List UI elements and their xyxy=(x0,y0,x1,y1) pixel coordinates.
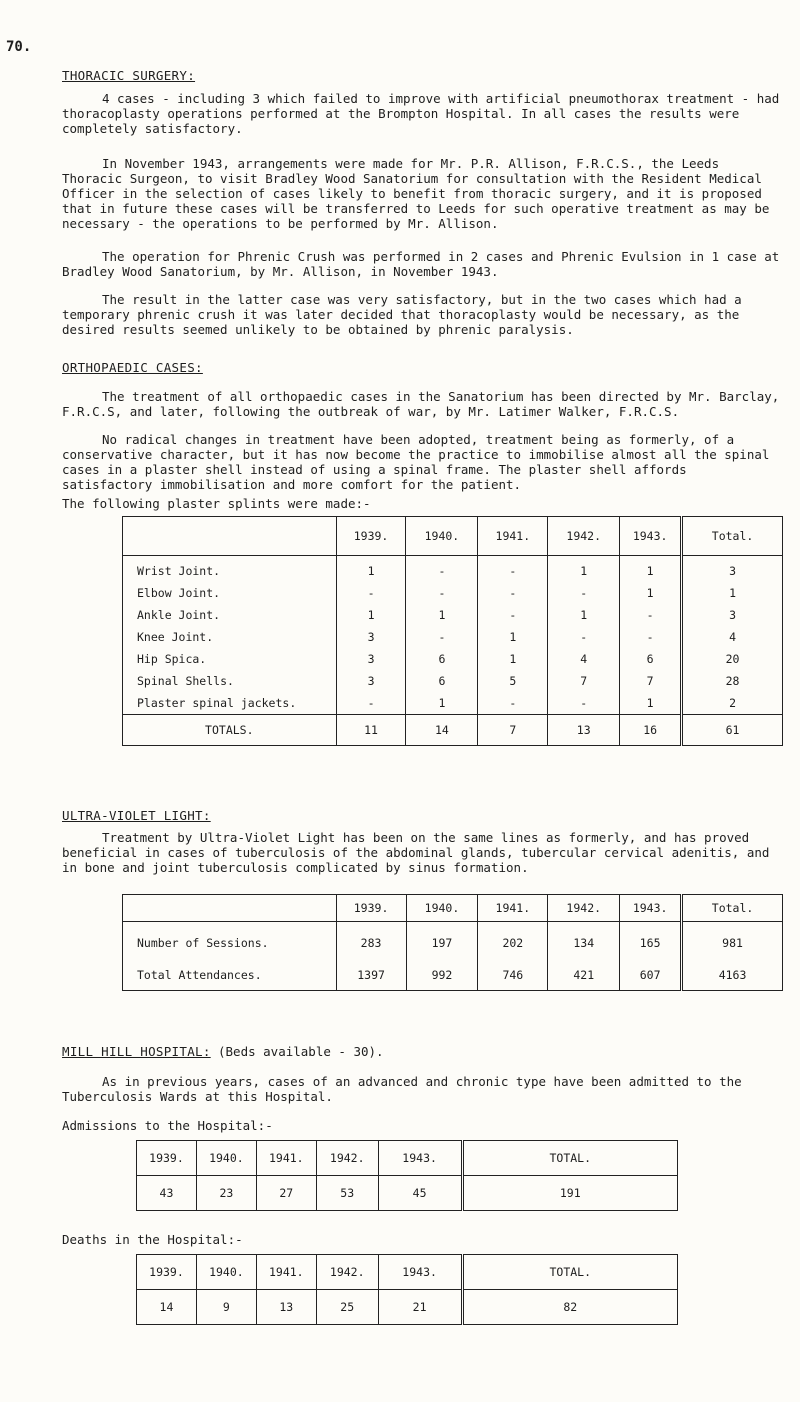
table-header: 1941. xyxy=(256,1255,316,1290)
table-cell: - xyxy=(478,556,548,583)
table-header: TOTAL. xyxy=(462,1255,677,1290)
table-cell: 43 xyxy=(137,1176,197,1211)
table-cell: Knee Joint. xyxy=(123,626,337,648)
table-cell: 283 xyxy=(336,922,406,961)
uv-table xyxy=(122,894,783,991)
table-cell: - xyxy=(548,626,620,648)
table-cell: - xyxy=(336,582,406,604)
table-row xyxy=(123,604,783,626)
table-cell: 1397 xyxy=(336,960,406,991)
table-cell: 13 xyxy=(548,715,620,746)
table-header-row xyxy=(137,1255,678,1290)
table-cell: 165 xyxy=(620,922,682,961)
table-cell: 1 xyxy=(478,648,548,670)
table-cell: 746 xyxy=(478,960,548,991)
thoracic-heading: THORACIC SURGERY: xyxy=(62,68,196,83)
table-header: 1940. xyxy=(406,517,478,556)
admissions-label: Admissions to the Hospital:- xyxy=(62,1118,273,1133)
table-cell: Ankle Joint. xyxy=(123,604,337,626)
table-cell: 82 xyxy=(462,1290,677,1325)
table-header: 1943. xyxy=(378,1255,462,1290)
table-header: 1941. xyxy=(478,895,548,922)
orthopaedic-paragraph-2: No radical changes in treatment have been adopted, treatment being as formerly, of a conservative character, but it has now become the practice to immobilise almost all the spinal cases in a plaster shell instead of using a spinal frame. The plaster shell affords satisfactory immobilisation and more comfort for the patient. xyxy=(62,432,770,492)
table-cell: 1 xyxy=(336,604,406,626)
table-cell: Total Attendances. xyxy=(123,960,337,991)
table-header: 1943. xyxy=(620,517,682,556)
table-cell: 1 xyxy=(548,604,620,626)
table-cell: - xyxy=(336,692,406,715)
table-row xyxy=(123,556,783,583)
table-cell: 421 xyxy=(548,960,620,991)
table-header: 1939. xyxy=(336,517,406,556)
table-cell: 4 xyxy=(548,648,620,670)
uv-paragraph-1: Treatment by Ultra-Violet Light has been on the same lines as formerly, and has proved beneficial in cases of tuberculosis of the abdominal glands, tubercular cervical adenitis, and in bone and joint tuberculosis complicated by sinus formation. xyxy=(62,830,770,875)
table-cell: Spinal Shells. xyxy=(123,670,337,692)
table-cell: - xyxy=(620,604,682,626)
table-cell: 2 xyxy=(682,692,783,715)
table-header: 1943. xyxy=(378,1141,462,1176)
table-cell: - xyxy=(478,582,548,604)
table-cell: 11 xyxy=(336,715,406,746)
table-cell: Elbow Joint. xyxy=(123,582,337,604)
table-cell: 1 xyxy=(620,582,682,604)
table-cell: TOTALS. xyxy=(123,715,337,746)
table-cell: 28 xyxy=(682,670,783,692)
table-cell: 21 xyxy=(378,1290,462,1325)
table-cell: - xyxy=(406,556,478,583)
table-cell: 27 xyxy=(256,1176,316,1211)
admissions-table xyxy=(136,1140,678,1211)
millhill-heading: MILL HILL HOSPITAL: xyxy=(62,1044,211,1059)
table-header: 1940. xyxy=(406,895,478,922)
table-row xyxy=(137,1176,678,1211)
table-header-row xyxy=(123,895,783,922)
table-cell: - xyxy=(406,626,478,648)
table-header: 1941. xyxy=(478,517,548,556)
table-cell: 134 xyxy=(548,922,620,961)
table-row xyxy=(123,960,783,991)
table-cell: - xyxy=(478,692,548,715)
table-cell: 4163 xyxy=(682,960,783,991)
table-row xyxy=(123,626,783,648)
table-cell: - xyxy=(620,626,682,648)
table-row xyxy=(123,692,783,715)
table-cell: 1 xyxy=(620,692,682,715)
table-cell: 1 xyxy=(336,556,406,583)
deaths-label: Deaths in the Hospital:- xyxy=(62,1232,243,1247)
table-row xyxy=(123,670,783,692)
table-header: Total. xyxy=(682,895,783,922)
table-row xyxy=(123,922,783,961)
table-cell: 992 xyxy=(406,960,478,991)
table-cell: 1 xyxy=(406,692,478,715)
table-header: 1940. xyxy=(196,1255,256,1290)
table-cell: 4 xyxy=(682,626,783,648)
table-cell: 6 xyxy=(620,648,682,670)
table-row xyxy=(123,648,783,670)
table-cell: 1 xyxy=(548,556,620,583)
thoracic-paragraph-2: In November 1943, arrangements were made for Mr. P.R. Allison, F.R.C.S., the Leeds Thoracic Surgeon, to visit Bradley Wood Sanatorium for consultation with the Resident Medical Officer in the selection of cases likely to benefit from thoracic surgery, and it is proposed that in future these cases will be transferred to Leeds for such operative treatment as may be necessary - the operations to be performed by Mr. Allison. xyxy=(62,156,770,231)
uv-heading: ULTRA-VIOLET LIGHT: xyxy=(62,808,211,823)
table-cell: Wrist Joint. xyxy=(123,556,337,583)
table-cell: 7 xyxy=(620,670,682,692)
table-header: 1939. xyxy=(336,895,406,922)
table-cell: 3 xyxy=(336,670,406,692)
table-cell: Number of Sessions. xyxy=(123,922,337,961)
table-cell: 191 xyxy=(462,1176,677,1211)
orthopaedic-heading: ORTHOPAEDIC CASES: xyxy=(62,360,203,375)
table-cell: 14 xyxy=(137,1290,197,1325)
orthopaedic-paragraph-1: The treatment of all orthopaedic cases in the Sanatorium has been directed by Mr. Barclay, F.R.C.S, and later, following the outbreak of war, by Mr. Latimer Walker, F.R.C.S. xyxy=(62,389,780,419)
table-cell: 7 xyxy=(548,670,620,692)
table-cell: 9 xyxy=(196,1290,256,1325)
table-header xyxy=(123,895,337,922)
table-cell: 5 xyxy=(478,670,548,692)
thoracic-paragraph-4: The result in the latter case was very satisfactory, but in the two cases which had a temporary phrenic crush it was later decided that thoracoplasty would be necessary, as the desired results seemed unlikely to be obtained by phrenic paralysis. xyxy=(62,292,742,337)
table-header: 1939. xyxy=(137,1141,197,1176)
table-cell: 6 xyxy=(406,670,478,692)
table-cell: Plaster spinal jackets. xyxy=(123,692,337,715)
table-header: TOTAL. xyxy=(462,1141,677,1176)
table-cell: 981 xyxy=(682,922,783,961)
table-header: 1942. xyxy=(316,1141,378,1176)
table-cell: - xyxy=(406,582,478,604)
table-header: 1942. xyxy=(548,517,620,556)
table-cell: 3 xyxy=(682,604,783,626)
table-totals-row xyxy=(123,715,783,746)
table-cell: 20 xyxy=(682,648,783,670)
table-header: Total. xyxy=(682,517,783,556)
table-header: 1939. xyxy=(137,1255,197,1290)
table-cell: 13 xyxy=(256,1290,316,1325)
table-header: 1940. xyxy=(196,1141,256,1176)
table-cell: 3 xyxy=(682,556,783,583)
thoracic-paragraph-1: 4 cases - including 3 which failed to improve with artificial pneumothorax treatment - had thoracoplasty operations performed at the Brompton Hospital. In all cases the results were completely satisfactory. xyxy=(62,91,780,136)
table-cell: 7 xyxy=(478,715,548,746)
table-cell: 1 xyxy=(478,626,548,648)
table-header: 1942. xyxy=(548,895,620,922)
table-cell: Hip Spica. xyxy=(123,648,337,670)
table-cell: 14 xyxy=(406,715,478,746)
table-cell: 3 xyxy=(336,626,406,648)
millhill-paragraph-1: As in previous years, cases of an advanced and chronic type have been admitted to the Tuberculosis Wards at this Hospital. xyxy=(62,1074,742,1104)
orthopaedic-paragraph-3: The following plaster splints were made:- xyxy=(62,496,371,511)
table-cell: 1 xyxy=(620,556,682,583)
table-cell: 1 xyxy=(406,604,478,626)
table-cell: 3 xyxy=(336,648,406,670)
table-cell: - xyxy=(548,582,620,604)
table-cell: 25 xyxy=(316,1290,378,1325)
plaster-splints-table xyxy=(122,516,783,746)
deaths-table xyxy=(136,1254,678,1325)
table-cell: - xyxy=(478,604,548,626)
thoracic-paragraph-3: The operation for Phrenic Crush was performed in 2 cases and Phrenic Evulsion in 1 case at Bradley Wood Sanatorium, by Mr. Allison, in November 1943. xyxy=(62,249,780,279)
table-cell: 202 xyxy=(478,922,548,961)
table-cell: 6 xyxy=(406,648,478,670)
table-cell: 45 xyxy=(378,1176,462,1211)
table-row xyxy=(123,582,783,604)
page-number: 70. xyxy=(6,39,32,55)
table-header: 1942. xyxy=(316,1255,378,1290)
table-cell: - xyxy=(548,692,620,715)
table-cell: 23 xyxy=(196,1176,256,1211)
table-cell: 1 xyxy=(682,582,783,604)
table-header-row xyxy=(137,1141,678,1176)
table-cell: 197 xyxy=(406,922,478,961)
table-row xyxy=(137,1290,678,1325)
table-cell: 16 xyxy=(620,715,682,746)
table-header xyxy=(123,517,337,556)
table-header: 1941. xyxy=(256,1141,316,1176)
table-header-row xyxy=(123,517,783,556)
table-header: 1943. xyxy=(620,895,682,922)
millhill-beds-note: (Beds available - 30). xyxy=(218,1044,384,1059)
table-cell: 53 xyxy=(316,1176,378,1211)
table-cell: 61 xyxy=(682,715,783,746)
table-cell: 607 xyxy=(620,960,682,991)
